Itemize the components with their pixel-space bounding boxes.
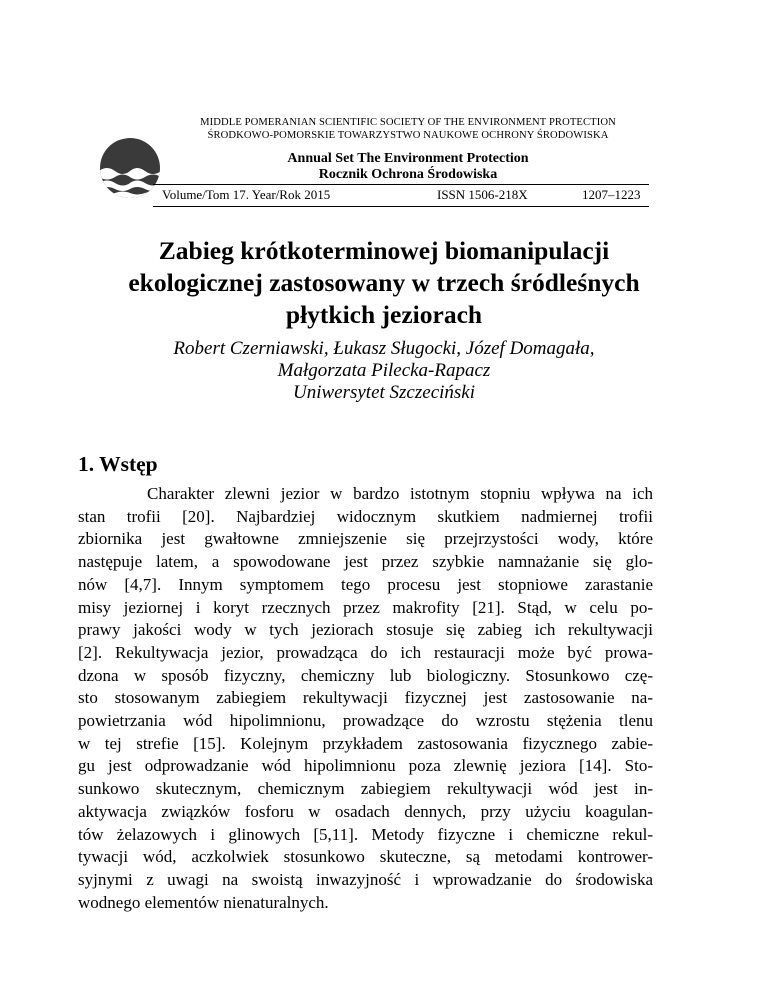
water-waves-logo-icon (99, 137, 161, 199)
article-title (60, 235, 708, 331)
journal-header (0, 0, 768, 210)
paragraph-line: [2]. Rekultywacja jezior, prowadząca do ich restauracji może być prowa- (78, 642, 653, 662)
paragraph-line: syjnymi z uwagi na swoistą inwazyjność i wprowadzanie do środowiska (78, 869, 653, 889)
header-rule-top (153, 184, 649, 185)
paragraph-line: prawy jakości wody w tych jeziorach stosuje się zabieg ich rekultywacji (78, 620, 653, 640)
society-name-polish: ŚRODKOWO-POMORSKIE TOWARZYSTWO NAUKOWE OCHRONY ŚRODOWISKA (207, 130, 609, 141)
paragraph-line: dzona w sposób fizyczny, chemiczny lub biologiczny. Stosunkowo czę- (78, 665, 653, 685)
paragraph-line: aktywacja związków fosforu w osadach dennych, przy użyciu koagulan- (78, 801, 653, 821)
paragraph-line: powietrzania wód hipolimnionu, prowadzące do wzrostu stężenia tlenu (78, 711, 653, 731)
section-heading: 1. Wstęp (78, 452, 158, 476)
page-range: 1207–1223 (582, 187, 641, 202)
paragraph-line: zbiornika jest gwałtowne zmniejszenie się przejrzystości wody, które (78, 529, 653, 549)
article-title-line: płytkich jeziorach (285, 300, 483, 329)
paragraph-line: następuje latem, a spowodowane jest przez szybkie namnażanie się glo- (78, 552, 653, 572)
author-block (60, 338, 708, 404)
paragraph-line: sto stosowanym zabiegiem rekultywacji fizycznej jest zastosowanie na- (78, 688, 653, 708)
affiliation: Uniwersytet Szczeciński (292, 382, 476, 403)
paragraph-line: Charakter zlewni jezior w bardzo istotnym stopniu wpływa na ich (147, 484, 653, 503)
article-title-line: ekologicznej zastosowany w trzech śródleśnych (128, 268, 640, 297)
article-title-line: Zabieg krótkoterminowej biomanipulacji (158, 236, 610, 265)
paragraph-line: tywacji wód, aczkolwiek stosunkowo skuteczne, są metodami kontrower- (78, 847, 653, 867)
paragraph-line: misy jeziornej i koryt rzecznych przez makrofity [21]. Stąd, w celu po- (78, 597, 653, 617)
paragraph-line: sunkowo skutecznym, chemicznym zabiegiem rekultywacji wód jest in- (78, 779, 653, 799)
paragraph-line: gu jest odprowadzanie wód hipolimnionu poza zlewnię jeziora [14]. Sto- (78, 756, 653, 776)
author-line: Robert Czerniawski, Łukasz Sługocki, Józef Domagała, (173, 338, 595, 359)
society-name-english: MIDDLE POMERANIAN SCIENTIFIC SOCIETY OF THE ENVIRONMENT PROTECTION (200, 117, 616, 128)
issn: ISSN 1506-218X (437, 187, 528, 202)
paragraph-line: tów żelazowych i glinowych [5,11]. Metody fizyczne i chemiczne rekul- (78, 824, 653, 844)
journal-title-polish: Rocznik Ochrona Środowiska (318, 167, 498, 182)
header-rule-bottom (153, 206, 649, 207)
paragraph-line: wodnego elementów nienaturalnych. (78, 892, 329, 912)
paragraph-line: stan trofii [20]. Najbardziej widocznym skutkiem nadmiernej trofii (78, 506, 653, 526)
author-line: Małgorzata Pilecka-Rapacz (277, 360, 491, 381)
volume-year: Volume/Tom 17. Year/Rok 2015 (162, 187, 331, 202)
journal-title-english: Annual Set The Environment Protection (287, 151, 529, 166)
paragraph-line: nów [4,7]. Innym symptomem tego procesu jest stopniowe zarastanie (78, 574, 653, 594)
paragraph-line: w tej strefie [15]. Kolejnym przykładem zastosowania fizycznego zabie- (78, 733, 653, 753)
body-paragraph (78, 483, 653, 914)
